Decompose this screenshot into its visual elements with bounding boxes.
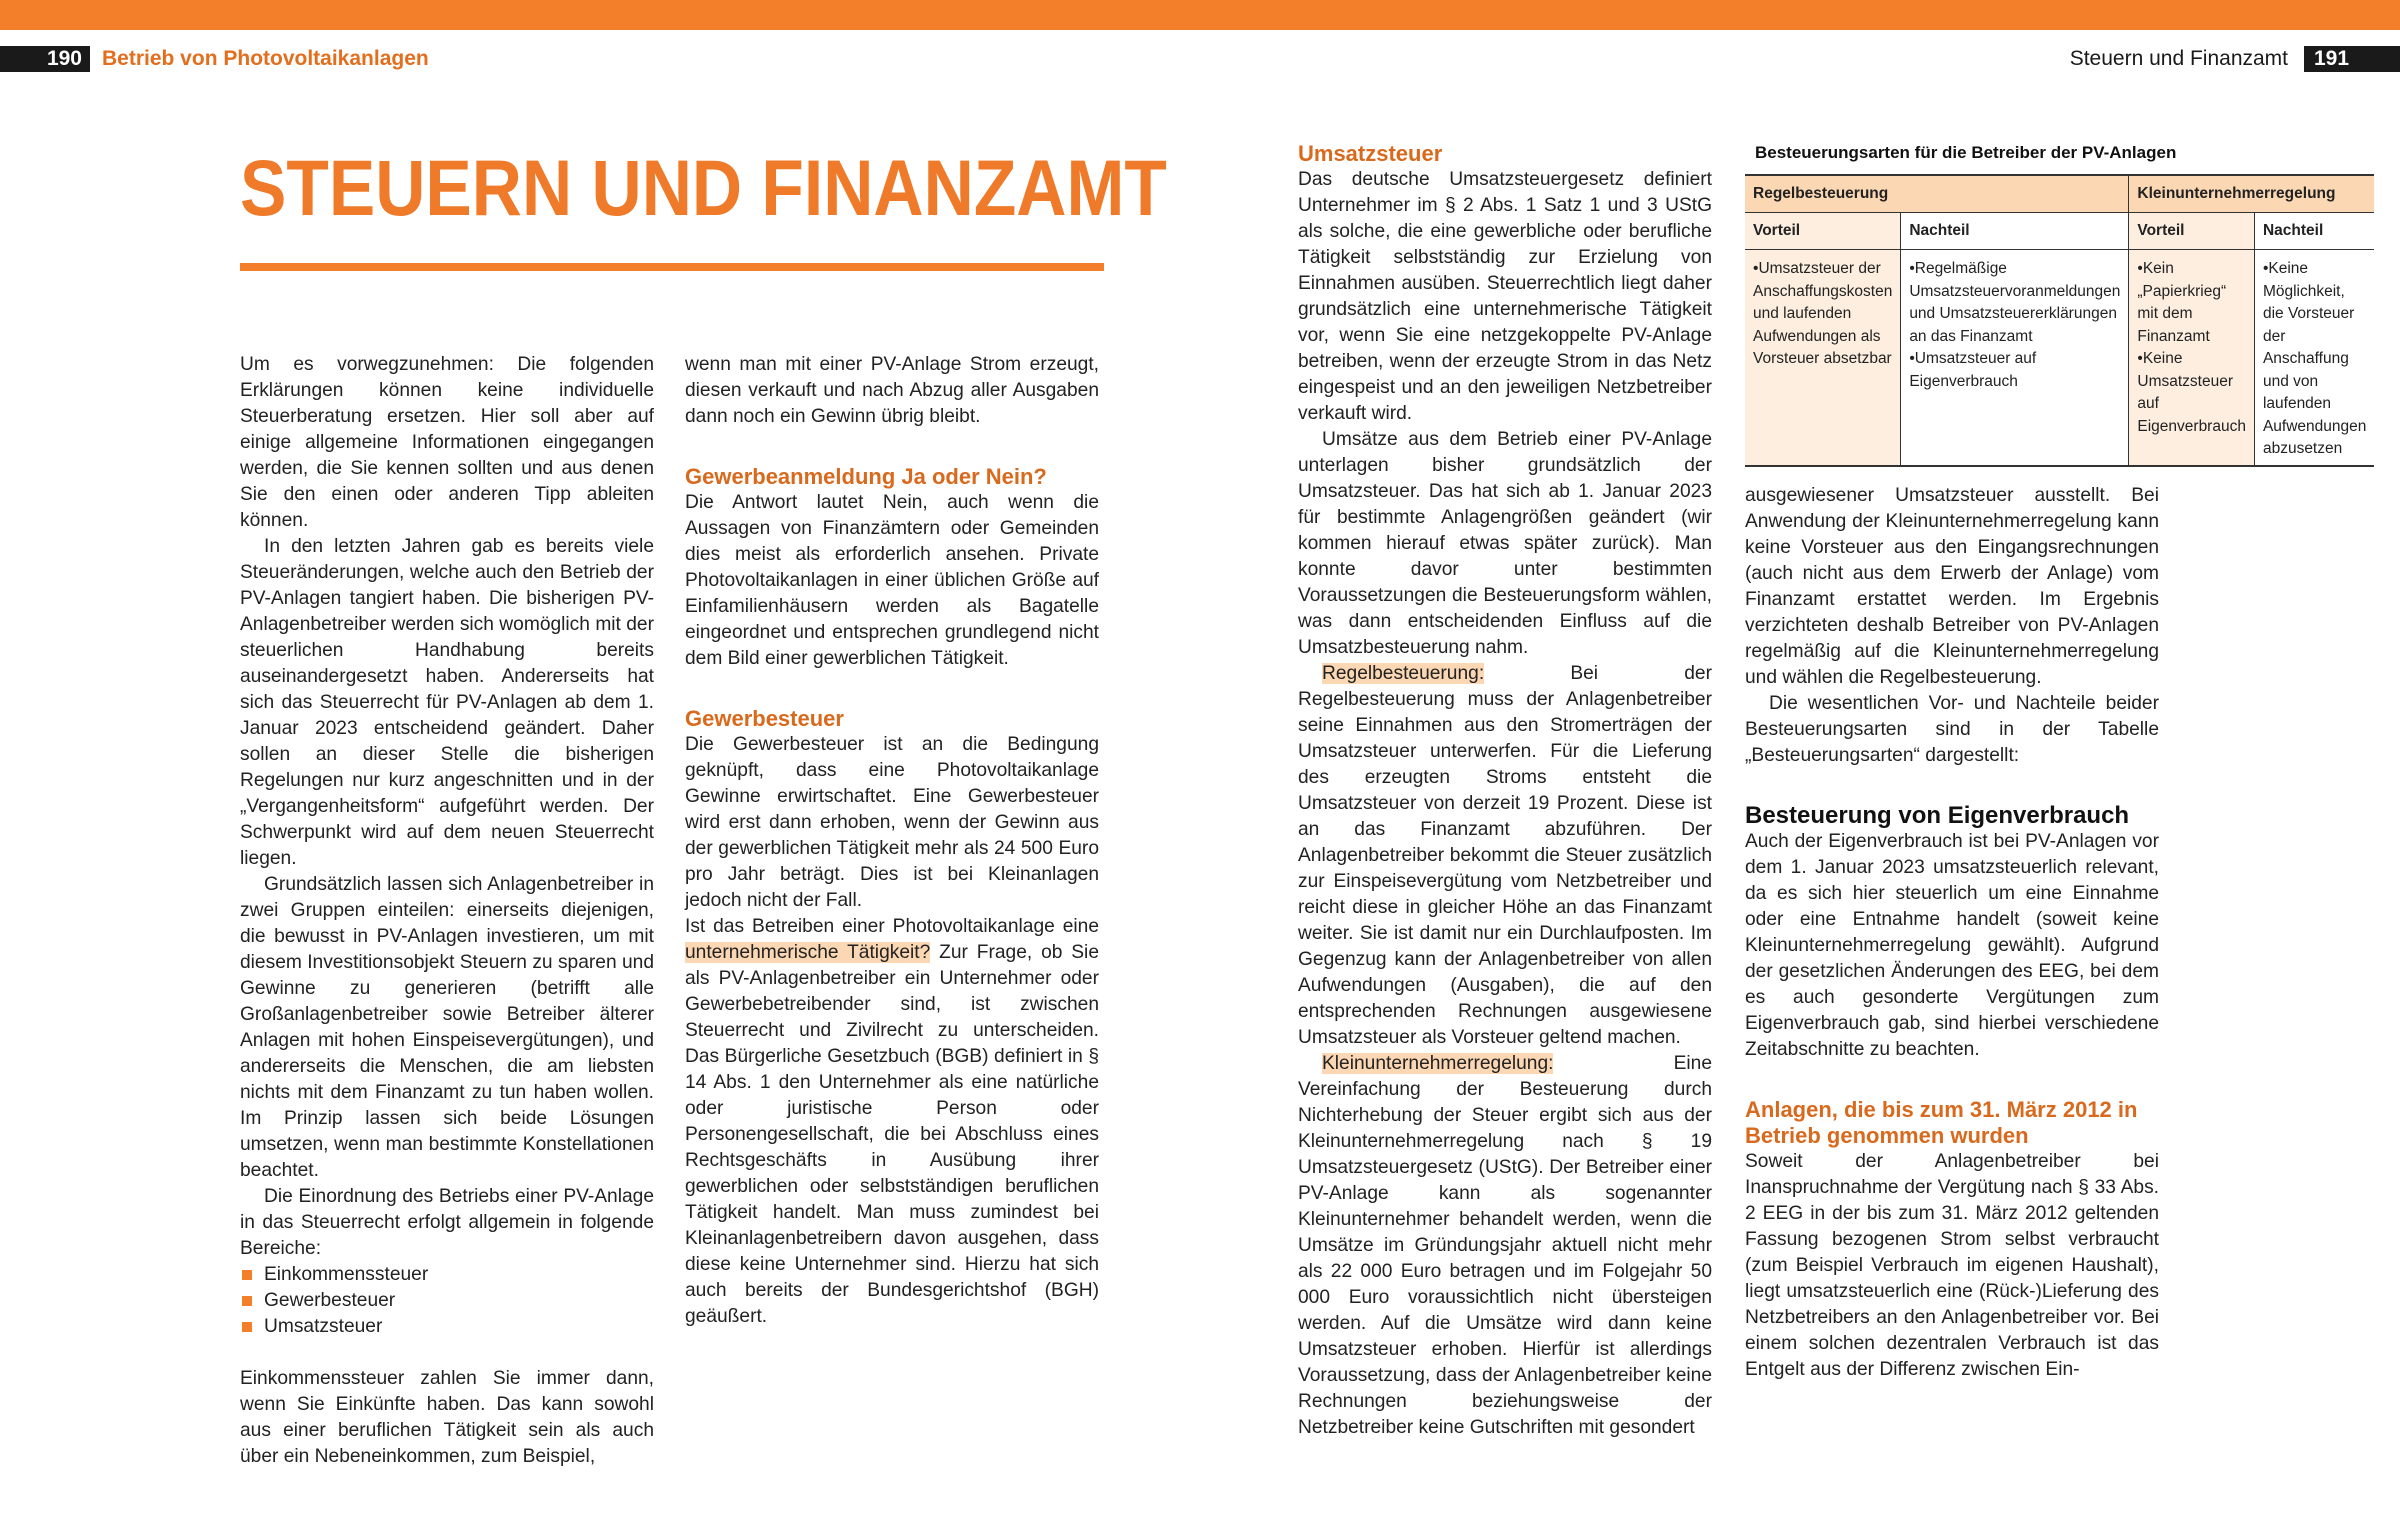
text-run: Eine Vereinfachung der Besteuerung durch Nichterhebung der Steuer ergibt sich aus der Kleinunternehmerregelung nach § 19 Umsatzsteuergesetz (UStG). Der Betreiber einer PV-Anlage kann als sogenannter Kleinunternehmer behandelt werden, wenn die Umsätze im Gründungsjahr aktuell nicht mehr als 22 000 Euro betragen und im Folgejahr 50 000 Euro voraussichtlich nicht übersteigen werden. Auf die Umsätze wird dann keine Umsatzsteuer erhoben. Hierfür ist allerdings Voraussetzung, dass der Anlagenbetreiber keine Rechnungen beziehungsweise der Netzbetreiber keine Gutschriften mit gesondert bbox=[1298, 1053, 1712, 1438]
page-number-right: 191 bbox=[2304, 46, 2400, 72]
title-underline bbox=[240, 263, 1104, 271]
section-title-right: Steuern und Finanzamt bbox=[2069, 47, 2288, 70]
spacer bbox=[685, 430, 1099, 464]
running-header-right bbox=[2070, 46, 2400, 72]
highlighted-term: unternehmerische Tätigkeit? bbox=[685, 942, 931, 963]
paragraph: Auch der Eigenverbrauch ist bei PV-Anlagen vor dem 1. Januar 2023 umsatzsteuerlich relevant, da es sich hier steuerlich um eine Einnahme oder eine Entnahme handelt (soweit keine Kleinunternehmerregelung gewählt). Aufgrund der gesetzlichen Änderungen des EEG, bei dem es auch gesonderte Vergütungen zum Eigenverbrauch gab, sind hierbei verschiedene Zeitabschnitte zu beachten. bbox=[1745, 831, 2159, 1060]
col-header-nachteil: Nachteil bbox=[2254, 213, 2374, 250]
paragraph: Die Einordnung des Betriebs einer PV-Anlage in das Steuerrecht erfolgt allgemein in folgende Bereiche: bbox=[240, 1186, 654, 1259]
spacer bbox=[240, 1340, 654, 1366]
cell-item: •Keine Umsatzsteuer auf Eigenverbrauch bbox=[2137, 350, 2246, 435]
taxation-types-table bbox=[1745, 174, 2374, 467]
text-run: Zur Frage, ob Sie als PV-Anlagenbetreiber ein Unternehmer oder Gewerbebetreibender sind, ist zwischen Steuerrecht und Zivilrecht zu unterscheiden. Das Bürgerliche Gesetzbuch (BGB) definiert in § 14 Abs. 1 den Unternehmer als eine natürliche oder juristische Person oder Personengesellschaft, die bei Abschluss eines Rechtsgeschäfts in Ausübung ihrer gewerblichen oder selbstständigen beruflichen Tätigkeit handelt. Man muss zumindest bei Kleinanlagenbetreibern davon ausgehen, dass diese keine Unternehmer sind. Hierzu hat sich auch bereits der Bundesgerichtshof (BGH) geäußert. bbox=[685, 942, 1099, 1327]
table-cell bbox=[2254, 250, 2374, 466]
table-cell bbox=[1901, 250, 2129, 466]
list-item: Einkommenssteuer bbox=[240, 1262, 654, 1288]
list-item: Umsatzsteuer bbox=[240, 1314, 654, 1340]
paragraph: wenn man mit einer PV-Anlage Strom erzeugt, diesen verkauft und nach Abzug aller Ausgaben dann noch ein Gewinn übrig bleibt. bbox=[685, 354, 1099, 427]
group-header-kleinunternehmer: Kleinunternehmerregelung bbox=[2129, 175, 2374, 213]
paragraph bbox=[685, 914, 1099, 1330]
highlighted-term: Kleinunternehmerregelung: bbox=[1322, 1053, 1554, 1074]
highlighted-term: Regelbesteuerung: bbox=[1322, 663, 1485, 684]
paragraph: Die Gewerbesteuer ist an die Bedingung geknüpft, dass eine Photovoltaikanlage Gewinne erwirtschaftet. Eine Gewerbesteuer wird erst dann erhoben, wenn der Gewinn aus der gewerblichen Tätigkeit mehr als 24 500 Euro pro Jahr beträgt. Dies ist bei Kleinanlagen jedoch nicht der Fall. bbox=[685, 734, 1099, 911]
text-run: Bei der Regelbesteuerung muss der Anlagenbetreiber seine Einnahmen aus den Stromerträgen der Umsatzsteuer unterwerfen. Für die Lieferung des erzeugten Stroms entsteht die Umsatzsteuer von derzeit 19 Prozent. Diese ist an das Finanzamt abzuführen. Der Anlagenbetreiber bekommt die Steuer zusätzlich zur Einspeisevergütung vom Netzbetreiber und reicht diese in gleicher Höhe an das Finanzamt weiter. Sie ist damit nur ein Durchlaufposten. Im Gegenzug kann der Anlagenbetreiber von allen Aufwendungen (Ausgaben), die auf den entsprechenden Rechnungen ausgewiesene Umsatzsteuer als Vorsteuer geltend machen. bbox=[1298, 663, 1712, 1048]
paragraph: Das deutsche Umsatzsteuergesetz definiert Unternehmer im § 2 Abs. 1 Satz 1 und 3 UStG als solche, die eine gewerbliche oder berufliche Tätigkeit selbstständig zur Erzielung von Einnahmen ausüben. Steuerrechtlich liegt daher grundsätzlich eine unternehmerische Tätigkeit vor, wenn Sie eine netzgekoppelte PV-Anlage betreiben, wenn der erzeugte Strom in das Netz eingespeist und an den jeweiligen Netzbetreiber verkauft wird. bbox=[1298, 169, 1712, 424]
paragraph bbox=[1298, 1051, 1712, 1441]
text-run: Ist das Betreiben einer Photovoltaikanlage eine bbox=[685, 916, 1099, 937]
paragraph: Soweit der Anlagenbetreiber bei Inanspruchnahme der Vergütung nach § 33 Abs. 2 EEG in der bis zum 31. März 2012 geltenden Fassung bezogenen Strom selbst verbraucht (zum Beispiel Verbrauch im eigenen Haushalt), liegt umsatzsteuerlich eine (Rück-)Lieferung des Netzbetreibers an den Anlagenbetreiber vor. Bei einem solchen dezentralen Verbrauch ist das Entgelt aus der Differenz zwischen Ein- bbox=[1745, 1151, 2159, 1380]
cell-item: •Keine Möglichkeit, die Vorsteuer der Anschaffung und von laufenden Aufwendungen abzusetzen bbox=[2262, 260, 2367, 457]
text-column-2 bbox=[685, 352, 1099, 1330]
table-group-header-row bbox=[1745, 175, 2374, 213]
tax-area-list bbox=[240, 1262, 654, 1340]
subheading: Gewerbeanmeldung Ja oder Nein? bbox=[685, 464, 1047, 489]
chapter-title: STEUERN UND FINANZAMT bbox=[240, 143, 1167, 232]
paragraph: In den letzten Jahren gab es bereits viele Steueränderungen, welche auch den Betrieb der PV-Anlagen tangiert haben. Die bisherigen PV-Anlagenbetreiber werden sich womöglich mit der steuerlichen Handhabung bereits auseinandergesetzt haben. Andererseits hat sich das Steuerrecht für PV-Anlagen ab dem 1. Januar 2023 entscheidend geändert. Daher sollen an dieser Stelle die bisherigen Regelungen nur kurz angeschnitten und in der „Vergangenheitsform“ aufgeführt werden. Der Schwerpunkt wird auf dem neuen Steuerrecht liegen. bbox=[240, 536, 654, 869]
subheading: Gewerbesteuer bbox=[685, 706, 844, 731]
paragraph: Grundsätzlich lassen sich Anlagenbetreiber in zwei Gruppen einteilen: einerseits diejenigen, die bewusst in PV-Anlagen investieren, um mit diesem Investitionsobjekt Steuern zu sparen und Gewinne zu generieren (betrifft alle Großanlagenbetreiber sowie Betreiber älterer Anlagen mit hohen Einspeisevergütungen), und andererseits die Menschen, die am liebsten nichts mit dem Finanzamt zu tun haben wollen. Im Prinzip lassen sich beide Lösungen umsetzen, wenn man bestimmte Konstellationen beachtet. bbox=[240, 874, 654, 1181]
cell-item: •Umsatzsteuer der Anschaffungskosten und laufenden Aufwendungen als Vorsteuer absetzbar bbox=[1753, 260, 1893, 367]
cell-item: •Regelmäßige Umsatzsteuervoranmeldungen und Umsatzsteuererklärungen an das Finanzamt bbox=[1909, 260, 2121, 345]
top-accent-bar bbox=[0, 0, 2400, 30]
spacer bbox=[1745, 769, 2159, 803]
cell-item: •Umsatzsteuer auf Eigenverbrauch bbox=[1909, 350, 2037, 390]
table-cell bbox=[2129, 250, 2255, 466]
text-column-4 bbox=[1745, 483, 2159, 1383]
subheading: Anlagen, die bis zum 31. März 2012 in Betrieb genommen wurden bbox=[1745, 1097, 2138, 1148]
section-title-left: Betrieb von Photovoltaikanlagen bbox=[102, 47, 429, 70]
paragraph: Um es vorwegzunehmen: Die folgenden Erklärungen können keine individuelle Steuerberatung ersetzen. Hier soll aber auf einige allgemeine Informationen eingegangen werden, die Sie kennen sollten und aus denen Sie den einen oder anderen Tipp ableiten können. bbox=[240, 354, 654, 531]
text-column-1 bbox=[240, 352, 654, 1470]
subheading: Besteuerung von Eigenverbrauch bbox=[1745, 802, 2130, 829]
spacer bbox=[1745, 1063, 2159, 1097]
table-subheader-row bbox=[1745, 213, 2374, 250]
subheading: Umsatzsteuer bbox=[1298, 141, 1443, 166]
running-header-left bbox=[0, 46, 429, 72]
group-header-regelbesteuerung: Regelbesteuerung bbox=[1745, 175, 2129, 213]
col-header-vorteil: Vorteil bbox=[1745, 213, 1901, 250]
paragraph: Die Antwort lautet Nein, auch wenn die Aussagen von Finanzämtern oder Gemeinden dies meist als erforderlich ansehen. Private Photovoltaikanlagen in einer üblichen Größe auf Einfamilienhäusern werden als Bagatelle eingeordnet und entsprechen grundlegend nicht dem Bild einer gewerblichen Tätigkeit. bbox=[685, 492, 1099, 669]
spacer bbox=[685, 672, 1099, 706]
paragraph bbox=[1298, 661, 1712, 1051]
table-caption: Besteuerungsarten für die Betreiber der PV-Anlagen bbox=[1755, 143, 2177, 162]
paragraph: ausgewiesener Umsatzsteuer ausstellt. Bei Anwendung der Kleinunternehmerregelung kann keine Vorsteuer aus den Eingangsrechnungen (auch nicht aus dem Erwerb der Anlage) vom Finanzamt erstattet werden. Im Ergebnis verzichteten deshalb Betreiber von PV-Anlagen regelmäßig auf die Kleinunternehmerregelung und wählen die Regelbesteuerung. bbox=[1745, 485, 2159, 688]
paragraph: Die wesentlichen Vor- und Nachteile beider Besteuerungsarten sind in der Tabelle „Besteuerungsarten“ dargestellt: bbox=[1745, 693, 2159, 766]
paragraph: Einkommenssteuer zahlen Sie immer dann, wenn Sie Einkünfte haben. Das kann sowohl aus einer beruflichen Tätigkeit sein als auch über ein Nebeneinkommen, zum Beispiel, bbox=[240, 1368, 654, 1467]
col-header-nachteil: Nachteil bbox=[1901, 213, 2129, 250]
col-header-vorteil: Vorteil bbox=[2129, 213, 2255, 250]
text-column-3 bbox=[1298, 141, 1712, 1441]
table-cell bbox=[1745, 250, 1901, 466]
paragraph: Umsätze aus dem Betrieb einer PV-Anlage unterlagen bisher grundsätzlich der Umsatzsteuer. Das hat sich ab 1. Januar 2023 für bestimmte Anlagengrößen geändert (wir kommen hierauf etwas später zurück). Man konnte davor unter bestimmten Voraussetzungen die Besteuerungsform wählen, was dann entscheidenden Einfluss auf die Umsatzbesteuerung nahm. bbox=[1298, 429, 1712, 658]
list-item: Gewerbesteuer bbox=[240, 1288, 654, 1314]
page-number-left: 190 bbox=[0, 46, 90, 72]
table-row bbox=[1745, 250, 2374, 466]
cell-item: •Kein „Papierkrieg“ mit dem Finanzamt bbox=[2137, 260, 2227, 345]
